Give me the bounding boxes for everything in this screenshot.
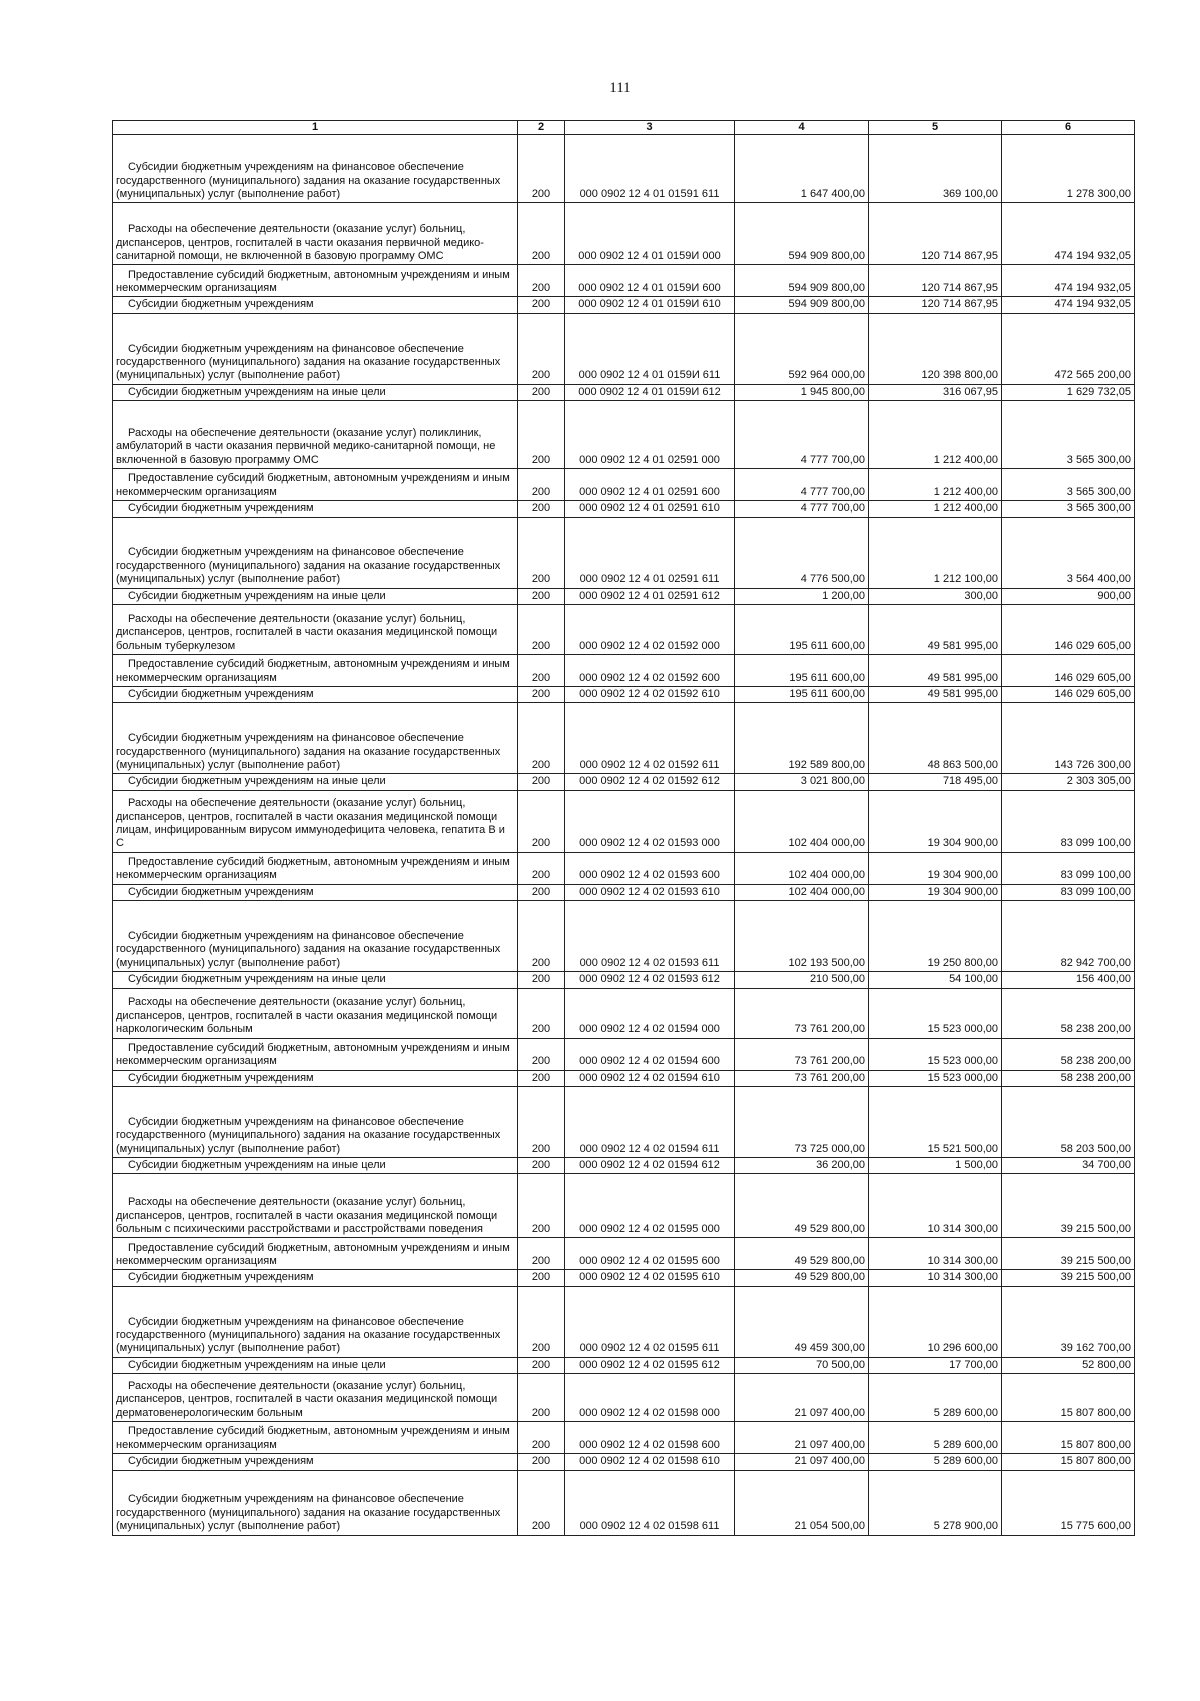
- column-header: 5: [869, 121, 1002, 135]
- table-row: [113, 588, 1135, 604]
- row-amount-col6: 39 162 700,00: [1002, 1286, 1135, 1357]
- row-amount-col4: 195 611 600,00: [735, 605, 869, 655]
- row-description: Расходы на обеспечение деятельности (оказание услуг) больниц, диспансеров, центров, госпиталей в части оказания первичной медико-санитарной помощи, не включенной в базовую программу ОМС: [113, 203, 518, 265]
- row-budget-classification-code: 000 0902 12 4 02 01595 600: [565, 1238, 735, 1270]
- row-description: Субсидии бюджетным учреждениям на финансовое обеспечение государственного (муниципального) задания на оказание государственных (муниципальных) услуг (выполнение работ): [113, 1470, 518, 1535]
- row-amount-col5: 5 289 600,00: [869, 1374, 1002, 1422]
- row-amount-col5: 316 067,95: [869, 384, 1002, 400]
- row-amount-col6: 3 564 400,00: [1002, 517, 1135, 588]
- row-amount-col6: 146 029 605,00: [1002, 605, 1135, 655]
- row-amount-col4: 1 647 400,00: [735, 135, 869, 203]
- row-budget-classification-code: 000 0902 12 4 02 01598 600: [565, 1422, 735, 1454]
- row-amount-col6: 83 099 100,00: [1002, 852, 1135, 884]
- row-admin-code: 200: [518, 884, 565, 900]
- table-row: [113, 517, 1135, 588]
- row-budget-classification-code: 000 0902 12 4 02 01592 612: [565, 774, 735, 790]
- row-admin-code: 200: [518, 1357, 565, 1373]
- row-admin-code: 200: [518, 1470, 565, 1535]
- row-admin-code: 200: [518, 401, 565, 469]
- table-row: [113, 852, 1135, 884]
- row-amount-col4: 73 761 200,00: [735, 1070, 869, 1086]
- table-row: [113, 1374, 1135, 1422]
- row-budget-classification-code: 000 0902 12 4 02 01594 610: [565, 1070, 735, 1086]
- row-admin-code: 200: [518, 517, 565, 588]
- row-budget-classification-code: 000 0902 12 4 02 01592 610: [565, 687, 735, 703]
- table-row: [113, 790, 1135, 852]
- row-amount-col6: 39 215 500,00: [1002, 1238, 1135, 1270]
- row-amount-col4: 73 761 200,00: [735, 1038, 869, 1070]
- row-amount-col6: 82 942 700,00: [1002, 901, 1135, 972]
- row-admin-code: 200: [518, 605, 565, 655]
- row-description: Предоставление субсидий бюджетным, автономным учреждениям и иным некоммерческим организациям: [113, 655, 518, 687]
- row-amount-col4: 4 777 700,00: [735, 469, 869, 501]
- row-amount-col5: 19 304 900,00: [869, 884, 1002, 900]
- row-admin-code: 200: [518, 1070, 565, 1086]
- row-amount-col6: 156 400,00: [1002, 972, 1135, 988]
- row-description: Расходы на обеспечение деятельности (оказание услуг) больниц, диспансеров, центров, госпиталей в части оказания медицинской помощи дерматовенерологическим больным: [113, 1374, 518, 1422]
- row-amount-col4: 1 945 800,00: [735, 384, 869, 400]
- row-amount-col6: 39 215 500,00: [1002, 1174, 1135, 1238]
- row-description: Субсидии бюджетным учреждениям: [113, 1270, 518, 1286]
- row-amount-col6: 15 807 800,00: [1002, 1374, 1135, 1422]
- row-budget-classification-code: 000 0902 12 4 01 01591 611: [565, 135, 735, 203]
- row-budget-classification-code: 000 0902 12 4 01 0159И 612: [565, 384, 735, 400]
- row-budget-classification-code: 000 0902 12 4 02 01595 612: [565, 1357, 735, 1373]
- row-description: Субсидии бюджетным учреждениям: [113, 501, 518, 517]
- row-amount-col5: 5 289 600,00: [869, 1454, 1002, 1470]
- row-amount-col5: 1 500,00: [869, 1158, 1002, 1174]
- row-amount-col6: 3 565 300,00: [1002, 401, 1135, 469]
- row-budget-classification-code: 000 0902 12 4 01 0159И 610: [565, 297, 735, 313]
- table-row: [113, 1070, 1135, 1086]
- row-amount-col4: 1 200,00: [735, 588, 869, 604]
- row-admin-code: 200: [518, 1270, 565, 1286]
- row-admin-code: 200: [518, 774, 565, 790]
- row-description: Субсидии бюджетным учреждениям на финансовое обеспечение государственного (муниципального) задания на оказание государственных (муниципальных) услуг (выполнение работ): [113, 703, 518, 774]
- row-description: Субсидии бюджетным учреждениям: [113, 687, 518, 703]
- row-amount-col5: 120 714 867,95: [869, 297, 1002, 313]
- column-header: 6: [1002, 121, 1135, 135]
- row-amount-col5: 300,00: [869, 588, 1002, 604]
- row-budget-classification-code: 000 0902 12 4 01 02591 612: [565, 588, 735, 604]
- row-budget-classification-code: 000 0902 12 4 01 02591 611: [565, 517, 735, 588]
- row-description: Расходы на обеспечение деятельности (оказание услуг) больниц, диспансеров, центров, госпиталей в части оказания медицинской помощи больным туберкулезом: [113, 605, 518, 655]
- row-description: Субсидии бюджетным учреждениям на иные цели: [113, 1158, 518, 1174]
- row-amount-col6: 472 565 200,00: [1002, 313, 1135, 384]
- row-amount-col4: 36 200,00: [735, 1158, 869, 1174]
- row-amount-col4: 21 097 400,00: [735, 1454, 869, 1470]
- row-admin-code: 200: [518, 988, 565, 1038]
- row-amount-col4: 594 909 800,00: [735, 297, 869, 313]
- row-budget-classification-code: 000 0902 12 4 02 01598 000: [565, 1374, 735, 1422]
- row-amount-col4: 21 054 500,00: [735, 1470, 869, 1535]
- row-description: Субсидии бюджетным учреждениям на финансовое обеспечение государственного (муниципального) задания на оказание государственных (муниципальных) услуг (выполнение работ): [113, 901, 518, 972]
- row-admin-code: 200: [518, 469, 565, 501]
- table-row: [113, 1357, 1135, 1373]
- row-admin-code: 200: [518, 1238, 565, 1270]
- row-amount-col4: 21 097 400,00: [735, 1374, 869, 1422]
- table-row: [113, 655, 1135, 687]
- row-description: Субсидии бюджетным учреждениям на финансовое обеспечение государственного (муниципального) задания на оказание государственных (муниципальных) услуг (выполнение работ): [113, 517, 518, 588]
- row-amount-col4: 73 761 200,00: [735, 988, 869, 1038]
- table-row: [113, 1238, 1135, 1270]
- table-row: [113, 297, 1135, 313]
- row-amount-col6: 474 194 932,05: [1002, 297, 1135, 313]
- row-admin-code: 200: [518, 313, 565, 384]
- row-amount-col5: 49 581 995,00: [869, 687, 1002, 703]
- row-amount-col5: 5 278 900,00: [869, 1470, 1002, 1535]
- row-admin-code: 200: [518, 1454, 565, 1470]
- row-amount-col4: 195 611 600,00: [735, 655, 869, 687]
- table-row: [113, 203, 1135, 265]
- row-amount-col6: 34 700,00: [1002, 1158, 1135, 1174]
- row-amount-col5: 15 523 000,00: [869, 1070, 1002, 1086]
- row-amount-col5: 5 289 600,00: [869, 1422, 1002, 1454]
- row-amount-col5: 17 700,00: [869, 1357, 1002, 1373]
- row-amount-col5: 49 581 995,00: [869, 655, 1002, 687]
- row-amount-col6: 83 099 100,00: [1002, 790, 1135, 852]
- row-amount-col5: 1 212 400,00: [869, 401, 1002, 469]
- row-amount-col6: 146 029 605,00: [1002, 655, 1135, 687]
- row-admin-code: 200: [518, 790, 565, 852]
- row-amount-col5: 48 863 500,00: [869, 703, 1002, 774]
- row-admin-code: 200: [518, 1374, 565, 1422]
- row-amount-col4: 102 193 500,00: [735, 901, 869, 972]
- row-amount-col5: 718 495,00: [869, 774, 1002, 790]
- row-amount-col5: 10 314 300,00: [869, 1270, 1002, 1286]
- row-amount-col4: 594 909 800,00: [735, 265, 869, 297]
- row-amount-col5: 15 521 500,00: [869, 1087, 1002, 1158]
- row-admin-code: 200: [518, 687, 565, 703]
- row-admin-code: 200: [518, 1087, 565, 1158]
- row-amount-col6: 3 565 300,00: [1002, 501, 1135, 517]
- row-amount-col6: 39 215 500,00: [1002, 1270, 1135, 1286]
- row-budget-classification-code: 000 0902 12 4 01 0159И 611: [565, 313, 735, 384]
- row-amount-col6: 474 194 932,05: [1002, 265, 1135, 297]
- row-admin-code: 200: [518, 588, 565, 604]
- row-admin-code: 200: [518, 1422, 565, 1454]
- row-amount-col6: 146 029 605,00: [1002, 687, 1135, 703]
- row-description: Субсидии бюджетным учреждениям на финансовое обеспечение государственного (муниципального) задания на оказание государственных (муниципальных) услуг (выполнение работ): [113, 1286, 518, 1357]
- table-row: [113, 1454, 1135, 1470]
- table-row: [113, 1158, 1135, 1174]
- row-amount-col5: 1 212 400,00: [869, 469, 1002, 501]
- row-description: Предоставление субсидий бюджетным, автономным учреждениям и иным некоммерческим организациям: [113, 1038, 518, 1070]
- row-amount-col4: 3 021 800,00: [735, 774, 869, 790]
- row-budget-classification-code: 000 0902 12 4 01 02591 610: [565, 501, 735, 517]
- row-amount-col6: 3 565 300,00: [1002, 469, 1135, 501]
- row-description: Субсидии бюджетным учреждениям: [113, 1454, 518, 1470]
- row-amount-col5: 120 714 867,95: [869, 265, 1002, 297]
- row-description: Предоставление субсидий бюджетным, автономным учреждениям и иным некоммерческим организациям: [113, 469, 518, 501]
- row-description: Расходы на обеспечение деятельности (оказание услуг) больниц, диспансеров, центров, госпиталей в части оказания медицинской помощи лицам, инфицированным вирусом иммунодефицита человека, гепатита В и С: [113, 790, 518, 852]
- row-budget-classification-code: 000 0902 12 4 02 01593 612: [565, 972, 735, 988]
- row-budget-classification-code: 000 0902 12 4 02 01593 600: [565, 852, 735, 884]
- row-amount-col4: 102 404 000,00: [735, 852, 869, 884]
- row-description: Расходы на обеспечение деятельности (оказание услуг) больниц, диспансеров, центров, госпиталей в части оказания медицинской помощи больным с психическими расстройствами и расстройствами поведения: [113, 1174, 518, 1238]
- row-budget-classification-code: 000 0902 12 4 02 01592 600: [565, 655, 735, 687]
- row-budget-classification-code: 000 0902 12 4 02 01595 610: [565, 1270, 735, 1286]
- row-description: Расходы на обеспечение деятельности (оказание услуг) поликлиник, амбулаторий в части оказания первичной медико-санитарной помощи, не включенной в базовую программу ОМС: [113, 401, 518, 469]
- row-amount-col6: 58 238 200,00: [1002, 988, 1135, 1038]
- row-amount-col6: 2 303 305,00: [1002, 774, 1135, 790]
- row-amount-col6: 474 194 932,05: [1002, 203, 1135, 265]
- row-amount-col6: 52 800,00: [1002, 1357, 1135, 1373]
- row-amount-col4: 49 529 800,00: [735, 1238, 869, 1270]
- table-row: [113, 1174, 1135, 1238]
- row-amount-col5: 120 714 867,95: [869, 203, 1002, 265]
- row-amount-col4: 192 589 800,00: [735, 703, 869, 774]
- row-budget-classification-code: 000 0902 12 4 02 01595 611: [565, 1286, 735, 1357]
- budget-table: [112, 120, 1135, 1536]
- row-budget-classification-code: 000 0902 12 4 02 01594 612: [565, 1158, 735, 1174]
- row-amount-col4: 102 404 000,00: [735, 884, 869, 900]
- row-admin-code: 200: [518, 852, 565, 884]
- row-amount-col6: 15 775 600,00: [1002, 1470, 1135, 1535]
- table-row: [113, 501, 1135, 517]
- row-amount-col6: 1 629 732,05: [1002, 384, 1135, 400]
- table-row: [113, 774, 1135, 790]
- row-budget-classification-code: 000 0902 12 4 02 01594 600: [565, 1038, 735, 1070]
- row-amount-col5: 1 212 100,00: [869, 517, 1002, 588]
- row-amount-col5: 15 523 000,00: [869, 1038, 1002, 1070]
- row-description: Субсидии бюджетным учреждениям: [113, 884, 518, 900]
- row-admin-code: 200: [518, 501, 565, 517]
- table-row: [113, 1087, 1135, 1158]
- row-amount-col6: 15 807 800,00: [1002, 1454, 1135, 1470]
- row-admin-code: 200: [518, 703, 565, 774]
- row-description: Субсидии бюджетным учреждениям: [113, 1070, 518, 1086]
- table-row: [113, 135, 1135, 203]
- row-amount-col5: 19 304 900,00: [869, 790, 1002, 852]
- table-row: [113, 313, 1135, 384]
- row-amount-col6: 900,00: [1002, 588, 1135, 604]
- row-amount-col6: 15 807 800,00: [1002, 1422, 1135, 1454]
- table-row: [113, 1038, 1135, 1070]
- row-description: Субсидии бюджетным учреждениям на иные цели: [113, 774, 518, 790]
- row-amount-col5: 19 250 800,00: [869, 901, 1002, 972]
- row-amount-col6: 1 278 300,00: [1002, 135, 1135, 203]
- row-amount-col5: 369 100,00: [869, 135, 1002, 203]
- row-budget-classification-code: 000 0902 12 4 02 01598 610: [565, 1454, 735, 1470]
- row-budget-classification-code: 000 0902 12 4 01 0159И 000: [565, 203, 735, 265]
- row-amount-col5: 10 314 300,00: [869, 1174, 1002, 1238]
- row-amount-col5: 49 581 995,00: [869, 605, 1002, 655]
- row-budget-classification-code: 000 0902 12 4 02 01592 000: [565, 605, 735, 655]
- row-amount-col4: 210 500,00: [735, 972, 869, 988]
- row-description: Предоставление субсидий бюджетным, автономным учреждениям и иным некоммерческим организациям: [113, 265, 518, 297]
- row-description: Субсидии бюджетным учреждениям на финансовое обеспечение государственного (муниципального) задания на оказание государственных (муниципальных) услуг (выполнение работ): [113, 313, 518, 384]
- row-budget-classification-code: 000 0902 12 4 02 01594 000: [565, 988, 735, 1038]
- table-row: [113, 605, 1135, 655]
- table-row: [113, 1286, 1135, 1357]
- row-admin-code: 200: [518, 135, 565, 203]
- row-budget-classification-code: 000 0902 12 4 02 01592 611: [565, 703, 735, 774]
- table-row: [113, 703, 1135, 774]
- row-amount-col5: 1 212 400,00: [869, 501, 1002, 517]
- row-amount-col5: 10 314 300,00: [869, 1238, 1002, 1270]
- table-row: [113, 469, 1135, 501]
- row-amount-col4: 70 500,00: [735, 1357, 869, 1373]
- row-budget-classification-code: 000 0902 12 4 01 02591 000: [565, 401, 735, 469]
- row-amount-col4: 195 611 600,00: [735, 687, 869, 703]
- row-description: Субсидии бюджетным учреждениям на финансовое обеспечение государственного (муниципального) задания на оказание государственных (муниципальных) услуг (выполнение работ): [113, 1087, 518, 1158]
- row-amount-col5: 10 296 600,00: [869, 1286, 1002, 1357]
- row-amount-col5: 120 398 800,00: [869, 313, 1002, 384]
- row-admin-code: 200: [518, 1038, 565, 1070]
- row-amount-col6: 143 726 300,00: [1002, 703, 1135, 774]
- column-header: 4: [735, 121, 869, 135]
- row-amount-col6: 58 238 200,00: [1002, 1038, 1135, 1070]
- table-row: [113, 1422, 1135, 1454]
- row-amount-col5: 19 304 900,00: [869, 852, 1002, 884]
- column-number-row: [113, 121, 1135, 135]
- row-admin-code: 200: [518, 901, 565, 972]
- table-row: [113, 1270, 1135, 1286]
- row-amount-col6: 58 203 500,00: [1002, 1087, 1135, 1158]
- row-admin-code: 200: [518, 972, 565, 988]
- table-row: [113, 988, 1135, 1038]
- table-row: [113, 884, 1135, 900]
- row-amount-col6: 58 238 200,00: [1002, 1070, 1135, 1086]
- row-admin-code: 200: [518, 1174, 565, 1238]
- row-amount-col4: 4 777 700,00: [735, 501, 869, 517]
- row-admin-code: 200: [518, 655, 565, 687]
- table-row: [113, 901, 1135, 972]
- row-admin-code: 200: [518, 203, 565, 265]
- table-row: [113, 687, 1135, 703]
- row-amount-col5: 54 100,00: [869, 972, 1002, 988]
- row-description: Субсидии бюджетным учреждениям на иные цели: [113, 972, 518, 988]
- table-row: [113, 972, 1135, 988]
- column-header: 2: [518, 121, 565, 135]
- row-admin-code: 200: [518, 297, 565, 313]
- row-amount-col4: 21 097 400,00: [735, 1422, 869, 1454]
- row-description: Субсидии бюджетным учреждениям на финансовое обеспечение государственного (муниципального) задания на оказание государственных (муниципальных) услуг (выполнение работ): [113, 135, 518, 203]
- row-amount-col4: 594 909 800,00: [735, 203, 869, 265]
- row-admin-code: 200: [518, 384, 565, 400]
- column-header: 3: [565, 121, 735, 135]
- table-row: [113, 384, 1135, 400]
- row-description: Расходы на обеспечение деятельности (оказание услуг) больниц, диспансеров, центров, госпиталей в части оказания медицинской помощи наркологическим больным: [113, 988, 518, 1038]
- row-description: Субсидии бюджетным учреждениям на иные цели: [113, 384, 518, 400]
- row-amount-col4: 49 459 300,00: [735, 1286, 869, 1357]
- row-admin-code: 200: [518, 1158, 565, 1174]
- row-budget-classification-code: 000 0902 12 4 02 01595 000: [565, 1174, 735, 1238]
- row-description: Субсидии бюджетным учреждениям на иные цели: [113, 588, 518, 604]
- row-budget-classification-code: 000 0902 12 4 02 01598 611: [565, 1470, 735, 1535]
- row-budget-classification-code: 000 0902 12 4 01 02591 600: [565, 469, 735, 501]
- row-admin-code: 200: [518, 1286, 565, 1357]
- table-row: [113, 401, 1135, 469]
- row-amount-col4: 4 777 700,00: [735, 401, 869, 469]
- row-amount-col5: 15 523 000,00: [869, 988, 1002, 1038]
- row-amount-col4: 102 404 000,00: [735, 790, 869, 852]
- row-budget-classification-code: 000 0902 12 4 02 01593 611: [565, 901, 735, 972]
- row-description: Субсидии бюджетным учреждениям: [113, 297, 518, 313]
- table-row: [113, 265, 1135, 297]
- row-description: Субсидии бюджетным учреждениям на иные цели: [113, 1357, 518, 1373]
- row-budget-classification-code: 000 0902 12 4 02 01594 611: [565, 1087, 735, 1158]
- row-amount-col4: 4 776 500,00: [735, 517, 869, 588]
- row-description: Предоставление субсидий бюджетным, автономным учреждениям и иным некоммерческим организациям: [113, 1422, 518, 1454]
- page-number: 111: [609, 80, 631, 96]
- row-admin-code: 200: [518, 265, 565, 297]
- row-amount-col4: 49 529 800,00: [735, 1174, 869, 1238]
- row-amount-col4: 73 725 000,00: [735, 1087, 869, 1158]
- row-budget-classification-code: 000 0902 12 4 02 01593 000: [565, 790, 735, 852]
- row-budget-classification-code: 000 0902 12 4 01 0159И 600: [565, 265, 735, 297]
- row-amount-col6: 83 099 100,00: [1002, 884, 1135, 900]
- row-budget-classification-code: 000 0902 12 4 02 01593 610: [565, 884, 735, 900]
- table-row: [113, 1470, 1135, 1535]
- row-amount-col4: 49 529 800,00: [735, 1270, 869, 1286]
- column-header: 1: [113, 121, 518, 135]
- row-amount-col4: 592 964 000,00: [735, 313, 869, 384]
- row-description: Предоставление субсидий бюджетным, автономным учреждениям и иным некоммерческим организациям: [113, 852, 518, 884]
- row-description: Предоставление субсидий бюджетным, автономным учреждениям и иным некоммерческим организациям: [113, 1238, 518, 1270]
